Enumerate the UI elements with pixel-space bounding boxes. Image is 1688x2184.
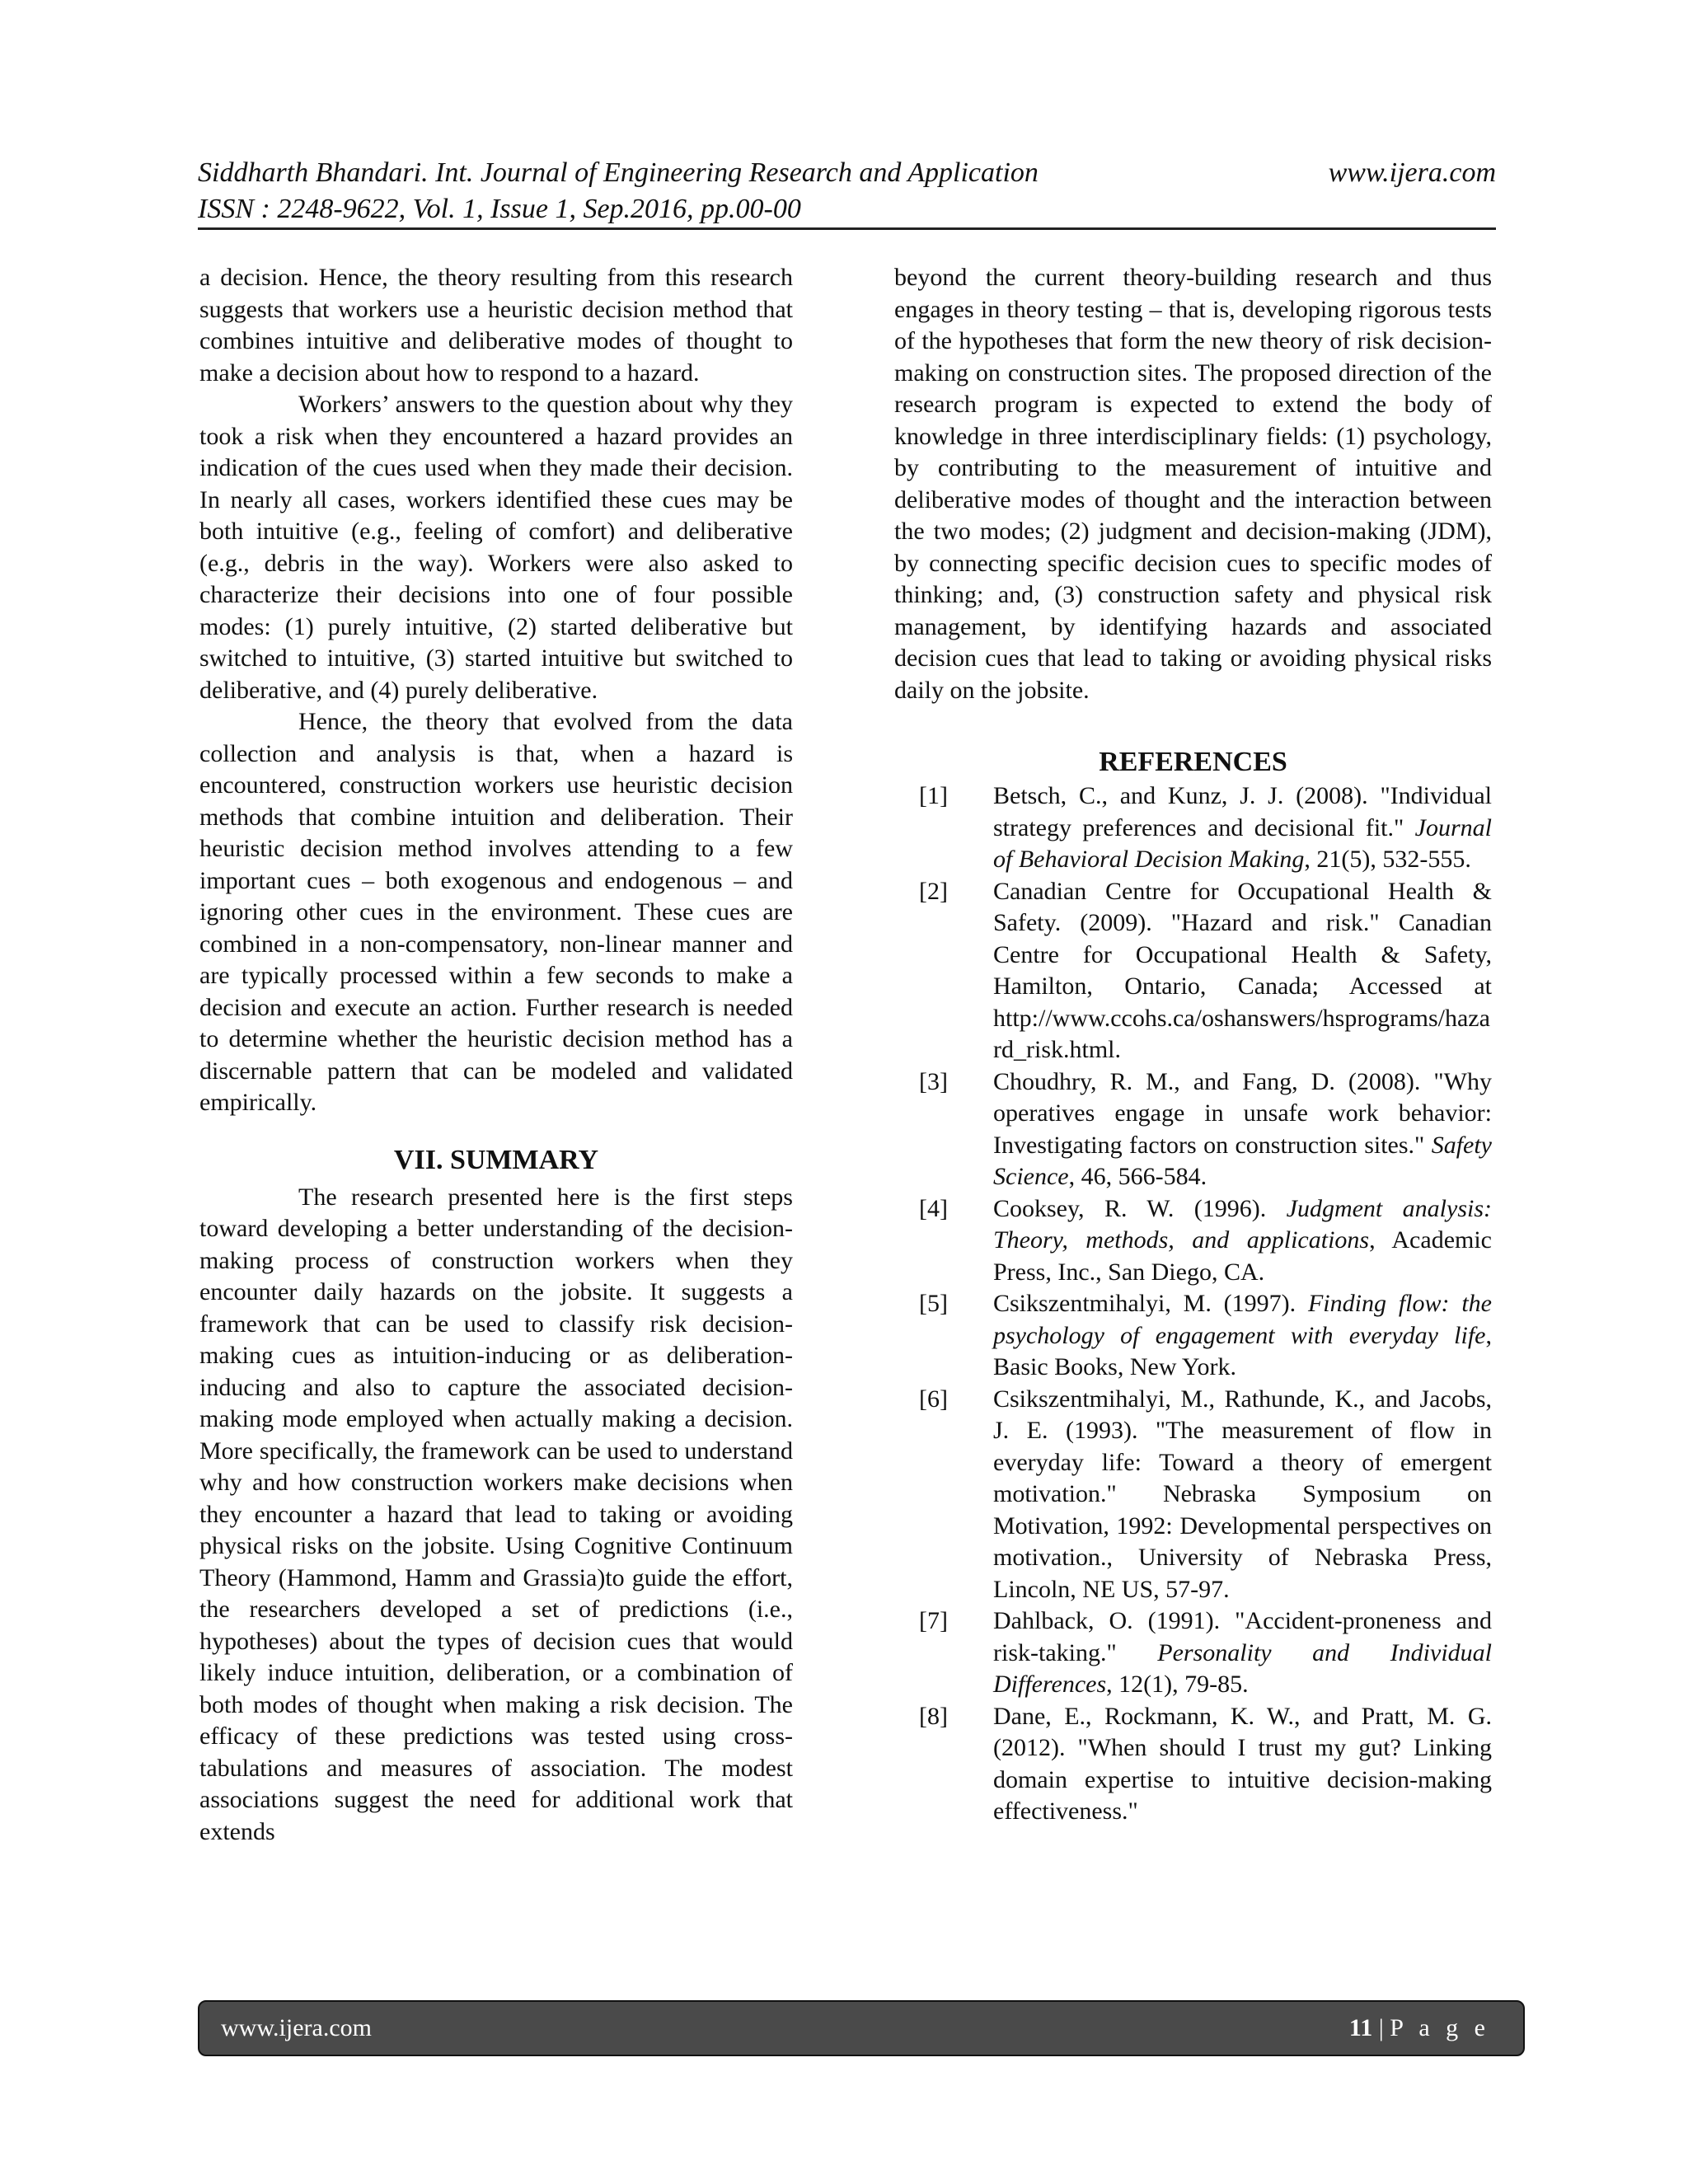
reference-number: [5] <box>919 1290 948 1317</box>
body-paragraph: Workers’ answers to the question about why they took a risk when they encountered a hazard provides an indication of the cues used when they made their decision. In nearly all cases, workers identified these cues may be both intuitive (e.g., feeling of comfort) and deliberative (e.g., debris in the way). Workers were also asked to characterize their decisions into one of four possible modes: (1) purely intuitive, (2) started deliberative but switched to intuitive, (3) started intuitive but switched to deliberative, and (4) purely deliberative. <box>199 391 793 704</box>
body-paragraph: beyond the current theory-building research and thus engages in theory testing – that is, developing rigorous tests of the hypotheses that form the new theory of risk decision-making on construction sites. The proposed direction of the research program is expected to extend the body of knowledge in three interdisciplinary fields: (1) psychology, by contributing to the measurement of intuitive and deliberative modes of thought and the interaction between the two modes; (2) judgment and decision-making (JDM), by connecting specific decision cues to specific modes of thinking; and, (3) construction safety and physical risk management, by identifying hazards and associated decision cues that lead to taking or avoiding physical risks daily on the jobsite. <box>894 264 1492 704</box>
reference-list <box>894 780 1492 1828</box>
reference-text: Csikszentmihalyi, M. (1997). Finding flow: the psychology of engagement with everyday life, Basic Books, New York. <box>993 1290 1492 1380</box>
journal-citation: Siddharth Bhandari. Int. Journal of Engineering Research and Application <box>198 157 1039 188</box>
reference-item <box>894 1605 1492 1701</box>
journal-website: www.ijera.com <box>1328 157 1496 188</box>
reference-text: Dane, E., Rockmann, K. W., and Pratt, M. G. (2012). "When should I trust my gut? Linking domain expertise to intuitive decision-making effectiveness." <box>993 1702 1492 1825</box>
reference-number: [7] <box>919 1607 948 1634</box>
page-number: 11 | P a g e <box>1348 2014 1490 2041</box>
reference-number: [1] <box>919 782 948 809</box>
reference-item <box>894 780 1492 876</box>
footer-website: www.ijera.com <box>221 2014 372 2041</box>
reference-item <box>894 1193 1492 1289</box>
reference-item <box>894 1288 1492 1384</box>
reference-number: [4] <box>919 1194 948 1222</box>
summary-heading: VII. SUMMARY <box>393 1144 599 1175</box>
reference-text: Dahlback, O. (1991). "Accident-proneness and risk-taking." Personality and Individual Differences, 12(1), 79-85. <box>993 1607 1492 1698</box>
header-row-1 <box>198 155 1496 191</box>
reference-item <box>894 1384 1492 1606</box>
reference-text: Betsch, C., and Kunz, J. J. (2008). "Individual strategy preferences and decisional fit." Journal of Behavioral Decision Making, 21(5), 532-555. <box>993 782 1492 873</box>
right-column <box>894 262 1492 1828</box>
page-header <box>198 155 1496 230</box>
reference-item <box>894 1066 1492 1193</box>
reference-item <box>894 876 1492 1066</box>
reference-number: [3] <box>919 1067 948 1095</box>
body-paragraph: Hence, the theory that evolved from the data collection and analysis is that, when a hazard is encountered, construction workers use heuristic decision methods that combine intuition and deliberation. Their heuristic decision method involves attending to a few important cues – both exogenous and endogenous – and ignoring other cues in the environment. These cues are combined in a non-compensatory, non-linear manner and are typically processed within a few seconds to make a decision and execute an action. Further research is needed to determine whether the heuristic decision method has a discernable pattern that can be modeled and validated empirically. <box>199 708 793 1116</box>
reference-text: Csikszentmihalyi, M., Rathunde, K., and Jacobs, J. E. (1993). "The measurement of flow in everyday life: Toward a theory of emergent motivation." Nebraska Symposium on Motivation, 1992: Developmental perspectives on motivation., University of Nebraska Press, Lincoln, NE US, 57-97. <box>993 1385 1492 1603</box>
reference-number: [2] <box>919 877 948 905</box>
page-footer <box>198 2000 1525 2056</box>
reference-item <box>894 1701 1492 1828</box>
reference-number: [6] <box>919 1385 948 1413</box>
issn-line: ISSN : 2248-9622, Vol. 1, Issue 1, Sep.2016, pp.00-00 <box>198 194 801 224</box>
body-paragraph: The research presented here is the first steps toward developing a better understanding of the decision-making process of construction workers when they encounter daily hazards on the jobsite. It suggests a framework that can be used to classify risk decision-making cues as intuition-inducing or as deliberation-inducing and also to capture the associated decision-making mode employed when actually making a decision. More specifically, the framework can be used to understand why and how construction workers make decisions when they encounter a hazard that lead to taking or avoiding physical risks on the jobsite. Using Cognitive Continuum Theory (Hammond, Hamm and Grassia)to guide the effort, the researchers developed a set of predictions (i.e., hypotheses) about the types of decision cues that would likely induce intuition, deliberation, or a combination of both modes of thought when making a risk decision. The efficacy of these predictions was tested using cross-tabulations and measures of association. The modest associations suggest the need for additional work that extends <box>199 1183 793 1845</box>
reference-text: Cooksey, R. W. (1996). Judgment analysis: Theory, methods, and applications, Academic Press, Inc., San Diego, CA. <box>993 1194 1492 1286</box>
reference-text: Choudhry, R. M., and Fang, D. (2008). "Why operatives engage in unsafe work behavior: Investigating factors on construction sites." Safety Science, 46, 566-584. <box>993 1067 1492 1190</box>
body-paragraph: a decision. Hence, the theory resulting from this research suggests that workers use a heuristic decision method that combines intuitive and deliberative modes of thought to make a decision about how to respond to a hazard. <box>199 264 793 387</box>
reference-text: Canadian Centre for Occupational Health & Safety. (2009). "Hazard and risk." Canadian Centre for Occupational Health & Safety, Hamilton, Ontario, Canada; Accessed at http://www.ccohs.ca/oshanswers/hsprograms/hazard_risk.html. <box>993 877 1492 1063</box>
left-column <box>199 262 793 1848</box>
reference-number: [8] <box>919 1702 948 1730</box>
references-heading: REFERENCES <box>1099 747 1287 777</box>
